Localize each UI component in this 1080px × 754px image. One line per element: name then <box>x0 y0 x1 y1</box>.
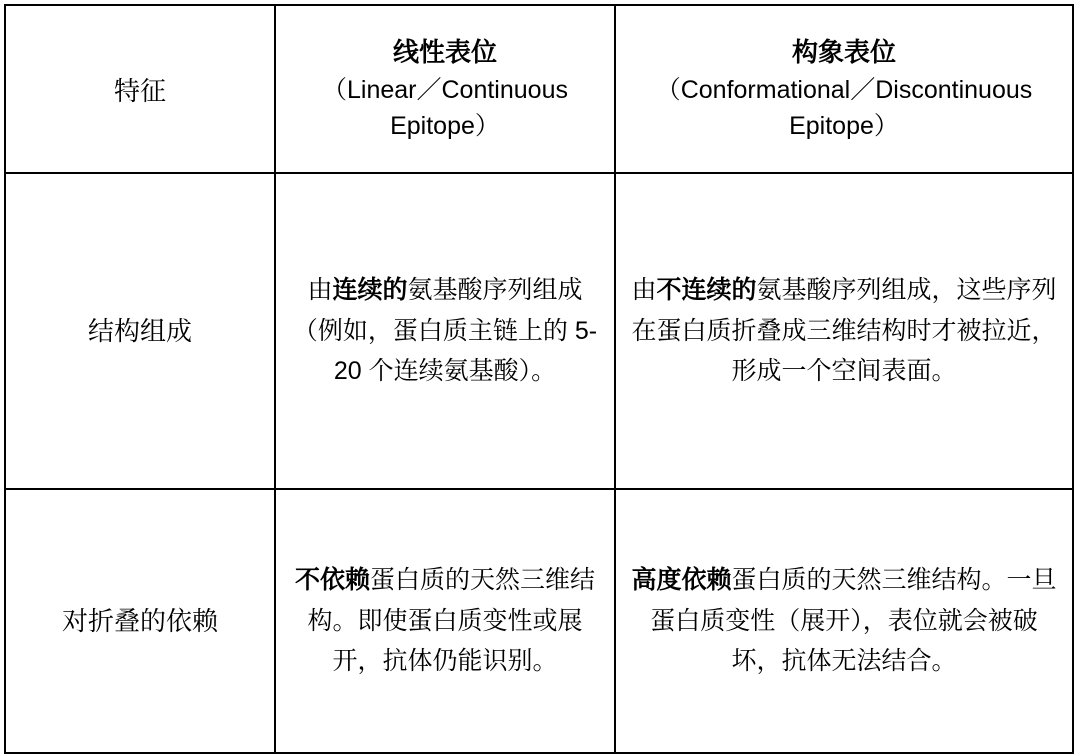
header-cell-feature: 特征 <box>5 5 275 173</box>
cell-text-prefix: 由 <box>307 276 333 305</box>
table-row <box>5 173 1073 489</box>
epitope-comparison-table <box>4 4 1074 754</box>
cell-text-emphasis: 高度依赖 <box>631 566 732 595</box>
header-cell-conformational-epitope <box>615 5 1073 173</box>
header-linear-subtitle: （Linear／Continuous Epitope） <box>322 76 568 140</box>
cell-folding-conformational <box>615 489 1073 753</box>
header-conformational-subtitle: （Conformational／Discontinuous Epitope） <box>655 76 1033 140</box>
cell-structure-linear <box>275 173 615 489</box>
cell-folding-linear <box>275 489 615 753</box>
header-linear-title: 线性表位 <box>392 36 497 67</box>
cell-text-emphasis: 不连续的 <box>656 276 757 305</box>
header-conformational-title: 构象表位 <box>791 36 896 67</box>
cell-text-emphasis: 连续的 <box>332 276 408 305</box>
row-label-structure-composition: 结构组成 <box>5 173 275 489</box>
cell-text-rest: 蛋白质的天然三维结构。一旦蛋白质变性（展开），表位就会被破坏，抗体无法结合。 <box>650 566 1057 676</box>
cell-structure-conformational <box>615 173 1073 489</box>
cell-text-rest: 氨基酸序列组成（例如，蛋白质主链上的 5-20 个连续氨基酸）。 <box>292 276 598 386</box>
header-cell-linear-epitope <box>275 5 615 173</box>
cell-text-prefix: 由 <box>631 276 657 305</box>
cell-text-rest: 蛋白质的天然三维结构。即使蛋白质变性或展开，抗体仍能识别。 <box>307 566 596 676</box>
cell-text-emphasis: 不依赖 <box>294 566 370 595</box>
table-row <box>5 489 1073 753</box>
table-header-row <box>5 5 1073 173</box>
row-label-folding-dependence: 对折叠的依赖 <box>5 489 275 753</box>
cell-text-rest: 氨基酸序列组成，这些序列在蛋白质折叠成三维结构时才被拉近，形成一个空间表面。 <box>631 276 1057 386</box>
